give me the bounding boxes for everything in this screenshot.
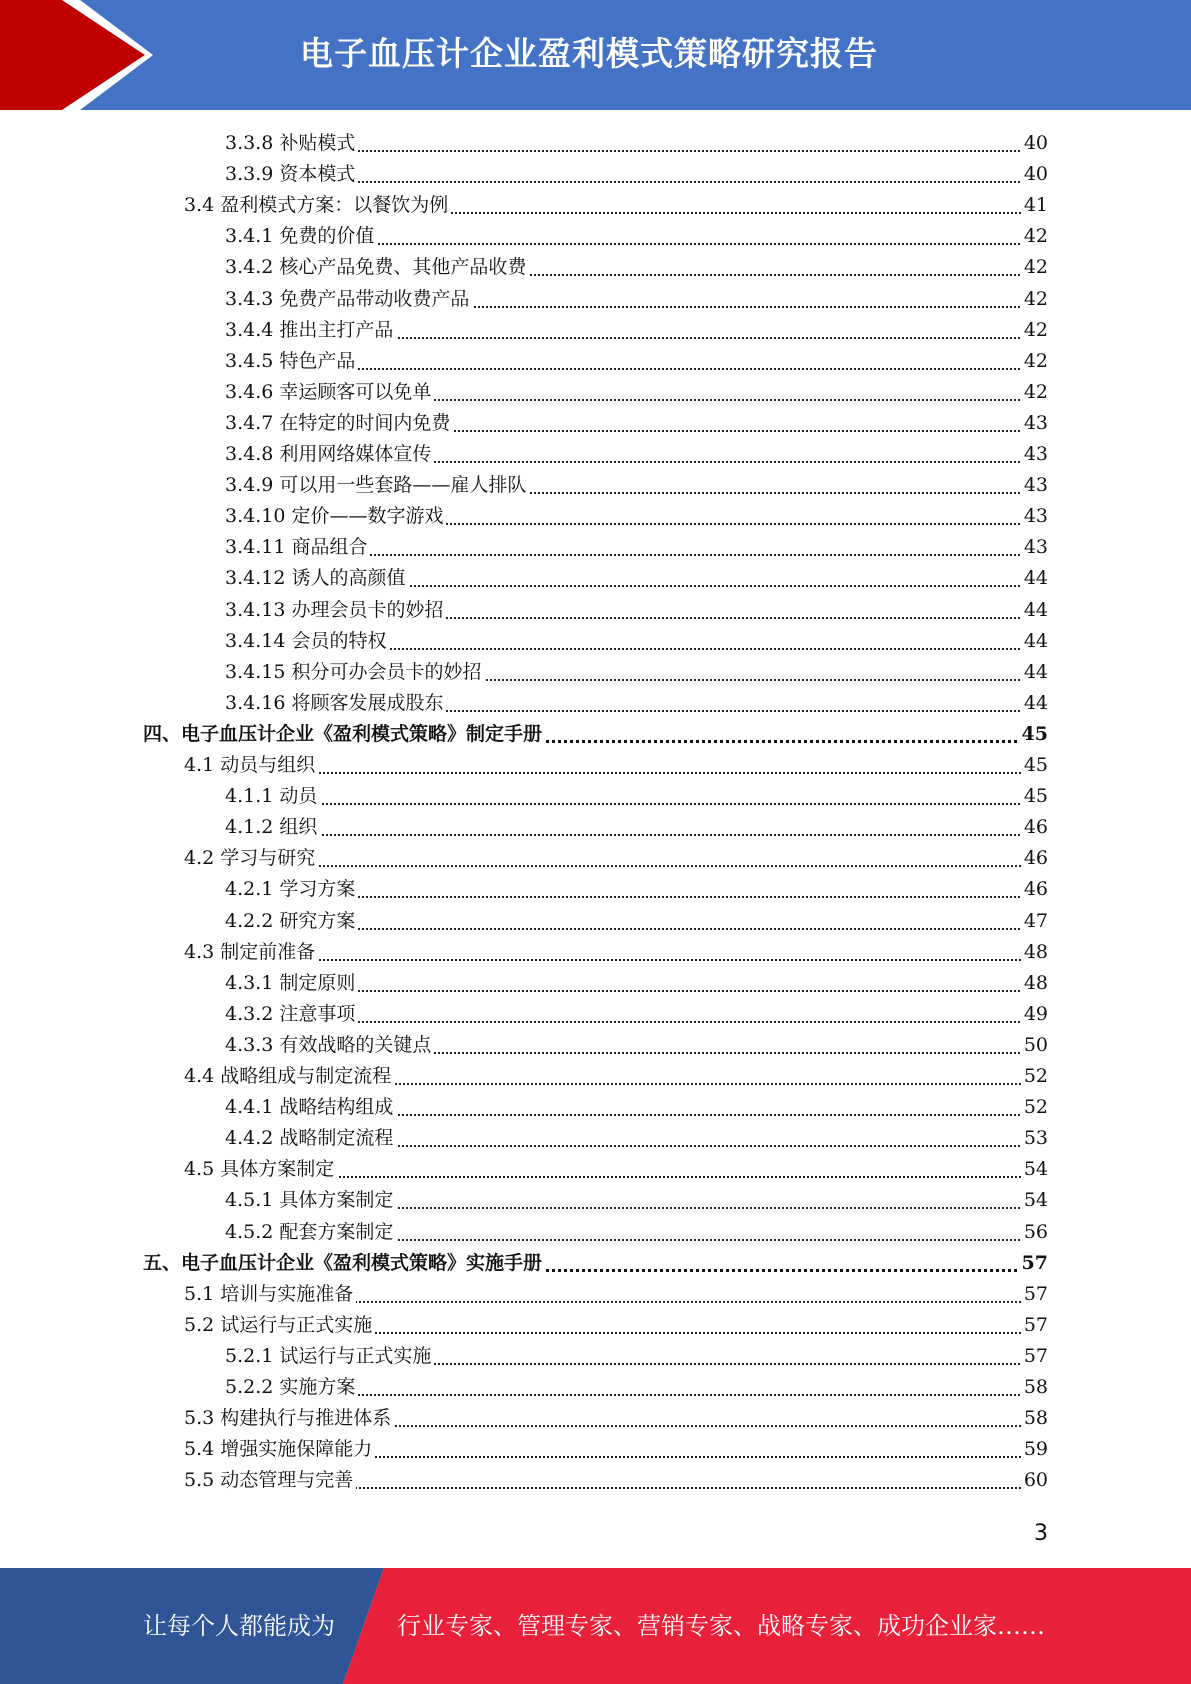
toc-entry-label: 3.4.6 幸运顾客可以免单 — [225, 377, 434, 408]
report-title: 电子血压计企业盈利模式策略研究报告 — [300, 34, 878, 73]
toc-entry[interactable] — [0, 1403, 1191, 1434]
toc-entry-page: 60 — [1022, 1465, 1048, 1496]
toc-entry-page: 57 — [1022, 1279, 1048, 1310]
toc-entry-page: 40 — [1022, 159, 1048, 190]
toc-entry-page: 42 — [1022, 315, 1048, 346]
toc-entry-page: 57 — [1022, 1341, 1048, 1372]
toc-entry-page: 43 — [1022, 439, 1048, 470]
toc-entry-page: 44 — [1022, 657, 1048, 688]
toc-entry[interactable] — [0, 1341, 1191, 1372]
toc-entry-page: 50 — [1022, 1030, 1048, 1061]
toc-entry[interactable] — [0, 595, 1191, 626]
toc-entry[interactable] — [0, 874, 1191, 905]
toc-entry-label: 3.4.7 在特定的时间内免费 — [225, 408, 453, 439]
toc-entry[interactable] — [0, 1092, 1191, 1123]
toc-entry-page: 45 — [1020, 719, 1048, 750]
toc-entry[interactable] — [0, 1185, 1191, 1216]
toc-entry-label: 3.3.9 资本模式 — [225, 159, 358, 190]
toc-entry-page: 42 — [1022, 284, 1048, 315]
toc-entry-label: 5.2 试运行与正式实施 — [184, 1310, 375, 1341]
toc-entry-label: 四、电子血压计企业《盈利模式策略》制定手册 — [143, 719, 545, 750]
toc-entry-page: 46 — [1022, 843, 1048, 874]
toc-entry[interactable] — [0, 937, 1191, 968]
toc-entry[interactable] — [0, 159, 1191, 190]
toc-entry[interactable] — [0, 377, 1191, 408]
toc-entry[interactable] — [0, 284, 1191, 315]
toc-entry-label: 4.4.1 战略结构组成 — [225, 1092, 396, 1123]
toc-entry-label: 3.4 盈利模式方案：以餐饮为例 — [184, 190, 451, 221]
toc-entry-label: 3.3.8 补贴模式 — [225, 128, 358, 159]
toc-entry[interactable] — [0, 999, 1191, 1030]
toc-entry-label: 3.4.2 核心产品免费、其他产品收费 — [225, 252, 529, 283]
toc-entry[interactable] — [0, 221, 1191, 252]
toc-entry-label: 4.3.1 制定原则 — [225, 968, 358, 999]
toc-entry[interactable] — [0, 408, 1191, 439]
toc-entry[interactable] — [0, 968, 1191, 999]
toc-entry[interactable] — [0, 1465, 1191, 1496]
toc-entry-page: 43 — [1022, 408, 1048, 439]
toc-entry[interactable] — [0, 1217, 1191, 1248]
toc-entry-label: 4.5 具体方案制定 — [184, 1154, 337, 1185]
toc-entry-label: 5.2.2 实施方案 — [225, 1372, 358, 1403]
toc-entry-label: 5.1 培训与实施准备 — [184, 1279, 356, 1310]
toc-entry-page: 44 — [1022, 626, 1048, 657]
toc-entry-label: 3.4.15 积分可办会员卡的妙招 — [225, 657, 484, 688]
toc-entry[interactable] — [0, 346, 1191, 377]
toc-entry-page: 44 — [1022, 595, 1048, 626]
toc-entry-page: 52 — [1022, 1092, 1048, 1123]
toc-entry-page: 43 — [1022, 501, 1048, 532]
toc-entry-label: 5.3 构建执行与推进体系 — [184, 1403, 394, 1434]
toc-entry-label: 3.4.4 推出主打产品 — [225, 315, 396, 346]
toc-entry-label: 4.4.2 战略制定流程 — [225, 1123, 396, 1154]
toc-entry-label: 4.1 动员与组织 — [184, 750, 318, 781]
toc-entry-label: 3.4.14 会员的特权 — [225, 626, 389, 657]
toc-entry-label: 4.3.2 注意事项 — [225, 999, 358, 1030]
toc-entry-page: 40 — [1022, 128, 1048, 159]
toc-entry-page: 43 — [1022, 532, 1048, 563]
toc-entry-label: 4.1.2 组织 — [225, 812, 320, 843]
toc-entry-page: 52 — [1022, 1061, 1048, 1092]
toc-entry-page: 54 — [1022, 1154, 1048, 1185]
toc-entry[interactable] — [0, 128, 1191, 159]
toc-entry[interactable] — [0, 315, 1191, 346]
toc-entry[interactable] — [0, 657, 1191, 688]
toc-entry-page: 58 — [1022, 1372, 1048, 1403]
toc-entry[interactable] — [0, 1310, 1191, 1341]
footer-slogan-left: 让每个人都能成为 — [143, 1612, 335, 1640]
toc-entry-label: 4.1.1 动员 — [225, 781, 320, 812]
toc-entry[interactable] — [0, 906, 1191, 937]
toc-entry-page: 42 — [1022, 252, 1048, 283]
footer-slogan-right: 行业专家、管理专家、营销专家、战略专家、成功企业家…… — [397, 1612, 1045, 1640]
toc-entry[interactable] — [0, 439, 1191, 470]
toc-entry-label: 3.4.5 特色产品 — [225, 346, 358, 377]
toc-entry-label: 4.2 学习与研究 — [184, 843, 318, 874]
toc-entry-page: 47 — [1022, 906, 1048, 937]
toc-entry-label: 3.4.12 诱人的高颜值 — [225, 563, 408, 594]
toc-entry-label: 五、电子血压计企业《盈利模式策略》实施手册 — [143, 1248, 545, 1279]
toc-entry-page: 54 — [1022, 1185, 1048, 1216]
toc-entry-label: 3.4.8 利用网络媒体宣传 — [225, 439, 434, 470]
toc-entry-page: 44 — [1022, 688, 1048, 719]
toc-entry-page: 46 — [1022, 812, 1048, 843]
toc-entry-page: 43 — [1022, 470, 1048, 501]
toc-entry-page: 58 — [1022, 1403, 1048, 1434]
toc-entry-label: 4.5.2 配套方案制定 — [225, 1217, 396, 1248]
toc-entry[interactable] — [0, 688, 1191, 719]
toc-entry[interactable] — [0, 470, 1191, 501]
toc-entry[interactable] — [0, 1123, 1191, 1154]
toc-entry-page: 59 — [1022, 1434, 1048, 1465]
toc-entry-label: 5.5 动态管理与完善 — [184, 1465, 356, 1496]
toc-entry[interactable] — [0, 252, 1191, 283]
toc-entry-page: 44 — [1022, 563, 1048, 594]
toc-entry-page: 48 — [1022, 968, 1048, 999]
toc-entry-page: 45 — [1022, 781, 1048, 812]
toc-entry-page: 57 — [1022, 1310, 1048, 1341]
toc-entry-label: 3.4.11 商品组合 — [225, 532, 370, 563]
toc-entry-page: 56 — [1022, 1217, 1048, 1248]
toc-entry[interactable] — [0, 1279, 1191, 1310]
toc-entry-label: 4.2.2 研究方案 — [225, 906, 358, 937]
toc-entry[interactable] — [0, 812, 1191, 843]
toc-entry-label: 4.3.3 有效战略的关键点 — [225, 1030, 434, 1061]
toc-entry[interactable] — [0, 719, 1191, 750]
toc-entry[interactable] — [0, 1248, 1191, 1279]
toc-entry-page: 46 — [1022, 874, 1048, 905]
toc-entry-page: 42 — [1022, 221, 1048, 252]
toc-entry-page: 41 — [1022, 190, 1048, 221]
toc-entry-label: 3.4.13 办理会员卡的妙招 — [225, 595, 446, 626]
toc-entry[interactable] — [0, 781, 1191, 812]
toc-entry-page: 48 — [1022, 937, 1048, 968]
page-header — [0, 0, 1191, 110]
toc-entry-label: 4.5.1 具体方案制定 — [225, 1185, 396, 1216]
toc-entry-label: 4.3 制定前准备 — [184, 937, 318, 968]
toc-entry[interactable] — [0, 750, 1191, 781]
toc-entry-label: 3.4.9 可以用一些套路——雇人排队 — [225, 470, 529, 501]
toc-entry[interactable] — [0, 626, 1191, 657]
toc-entry-page: 53 — [1022, 1123, 1048, 1154]
toc-entry-page: 49 — [1022, 999, 1048, 1030]
toc-entry-label: 3.4.10 定价——数字游戏 — [225, 501, 446, 532]
toc-entry[interactable] — [0, 1061, 1191, 1092]
toc-entry[interactable] — [0, 1434, 1191, 1465]
toc-entry-label: 3.4.1 免费的价值 — [225, 221, 377, 252]
toc-entry[interactable] — [0, 1372, 1191, 1403]
toc-entry[interactable] — [0, 1030, 1191, 1061]
page-footer — [0, 1568, 1191, 1684]
toc-entry-label: 5.4 增强实施保障能力 — [184, 1434, 375, 1465]
toc-entry[interactable] — [0, 1154, 1191, 1185]
toc-entry-page: 42 — [1022, 346, 1048, 377]
toc-dot-leader — [225, 781, 1048, 812]
toc-entry[interactable] — [0, 190, 1191, 221]
toc-entry[interactable] — [0, 563, 1191, 594]
toc-entry-label: 3.4.3 免费产品带动收费产品 — [225, 284, 472, 315]
toc-entry-page: 45 — [1022, 750, 1048, 781]
toc-entry-label: 5.2.1 试运行与正式实施 — [225, 1341, 434, 1372]
toc-entry[interactable] — [0, 843, 1191, 874]
toc-dot-leader — [225, 812, 1048, 843]
toc-entry-label: 4.2.1 学习方案 — [225, 874, 358, 905]
toc-entry[interactable] — [0, 501, 1191, 532]
toc-entry[interactable] — [0, 532, 1191, 563]
page-number: 3 — [1034, 1521, 1048, 1546]
toc-entry-label: 4.4 战略组成与制定流程 — [184, 1061, 394, 1092]
toc-entry-label: 3.4.16 将顾客发展成股东 — [225, 688, 446, 719]
toc-entry-page: 57 — [1020, 1248, 1048, 1279]
toc-entry-page: 42 — [1022, 377, 1048, 408]
